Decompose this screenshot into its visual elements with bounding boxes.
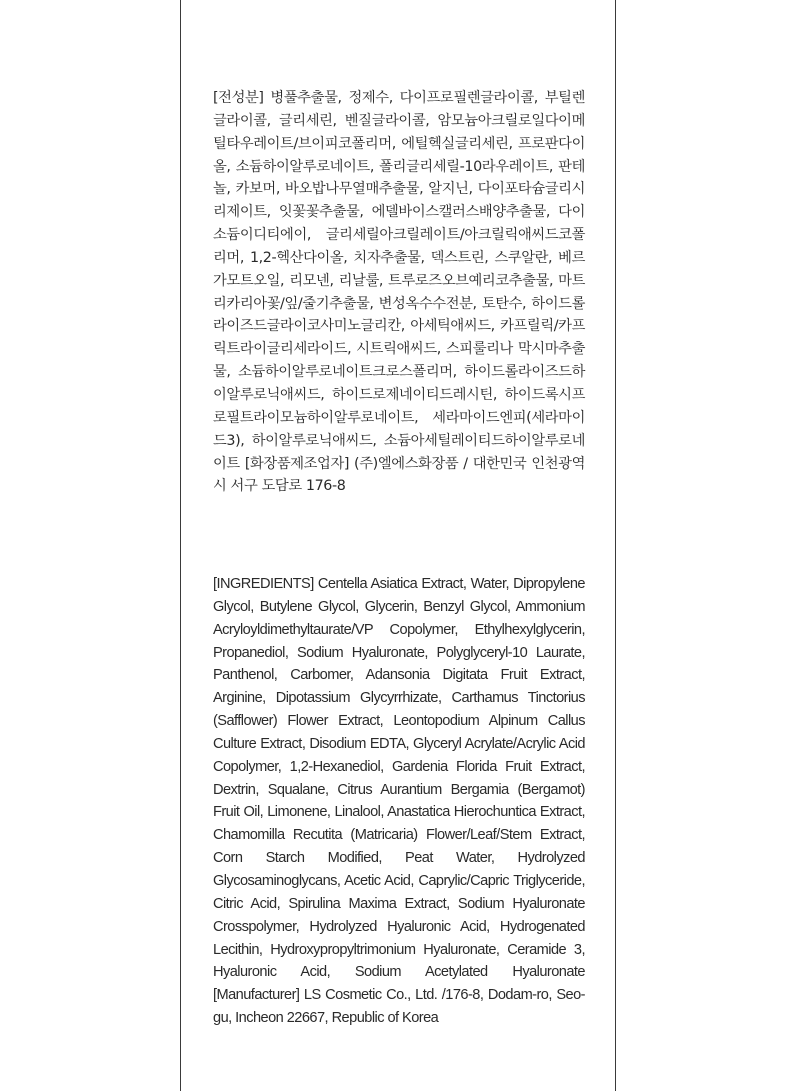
- korean-ingredients-text: [전성분] 병풀추출물, 정제수, 다이프로필렌글라이콜, 부틸렌글라이콜, 글리세린, 벤질글라이콜, 암모늄아크릴로일다이메틸타우레이트/브이피코폴리머, 에틸헥실글리세린, 프로판다이올, 소듐하이알루로네이트, 폴리글리세릴-10라우레이트, 판테놀, 카보머, 바오밥나무열매추출물, 알지닌, 다이포타슘글리시리제이트, 잇꽃꽃추출물, 에델바이스캘러스배양추출물, 다이소듐이디티에이, 글리세릴아크릴레이트/아크릴릭애씨드코폴리머, 1,2-헥산다이올, 치자추출물, 덱스트린, 스쿠알란, 베르가모트오일, 리모넨, 리날룰, 트루로즈오브예리코추출물, 마트리카리아꽃/잎/줄기추출물, 변성옥수수전분, 토탄수, 하이드롤라이즈드글라이코사미노글리칸, 아세틱애씨드, 카프릴릭/카프릭트라이글리세라이드, 시트릭애씨드, 스피룰리나 막시마추출물, 소듐하이알루로네이트크로스폴리머, 하이드롤라이즈드하이알루로닉애씨드, 하이드로제네이티드레시틴, 하이드록시프로필트라이모늄하이알루로네이트, 세라마이드엔피(세라마이드3), 하이알루로닉애씨드, 소듐아세틸레이티드하이알루로네이트 [화장품제조업자] (주)엘에스화장품 / 대한민국 인천광역시 서구 도담로 176-8: [213, 90, 585, 495]
- english-ingredients-text: [INGREDIENTS] Centella Asiatica Extract, Water, Dipropylene Glycol, Butylene Glycol, Glycerin, Benzyl Glycol, Ammonium Acryloyldimethyltaurate/VP Copolymer, Ethylhexylglycerin, Propanediol, Sodium Hyaluronate, Polyglyceryl-10 Laurate, Panthenol, Carbomer, Adansonia Digitata Fruit Extract, Arginine, Dipotassium Glycyrrhizate, Carthamus Tinctorius (Safflower) Flower Extract, Leontopodium Alpinum Callus Culture Extract, Disodium EDTA, Glyceryl Acrylate/Acrylic Acid Copolymer, 1,2-Hexanediol, Gardenia Florida Fruit Extract, Dextrin, Squalane, Citrus Aurantium Bergamia (Bergamot) Fruit Oil, Limonene, Linalool, Anastatica Hierochuntica Extract, Chamomilla Recutita (Matricaria) Flower/Leaf/Stem Extract, Corn Starch Modified, Peat Water, Hydrolyzed Glycosaminoglycans, Acetic Acid, Caprylic/Capric Triglyceride, Citric Acid, Spirulina Maxima Extract, Sodium Hyaluronate Crosspolymer, Hydrolyzed Hyaluronic Acid, Hydrogenated Lecithin, Hydroxypropyltrimonium Hyaluronate, Ceramide 3, Hyaluronic Acid, Sodium Acetylated Hyaluronate [Manufacturer] LS Cosmetic Co., Ltd. /176-8, Dodam-ro, Seo-gu, Incheon 22667, Republic of Korea: [213, 576, 585, 1027]
